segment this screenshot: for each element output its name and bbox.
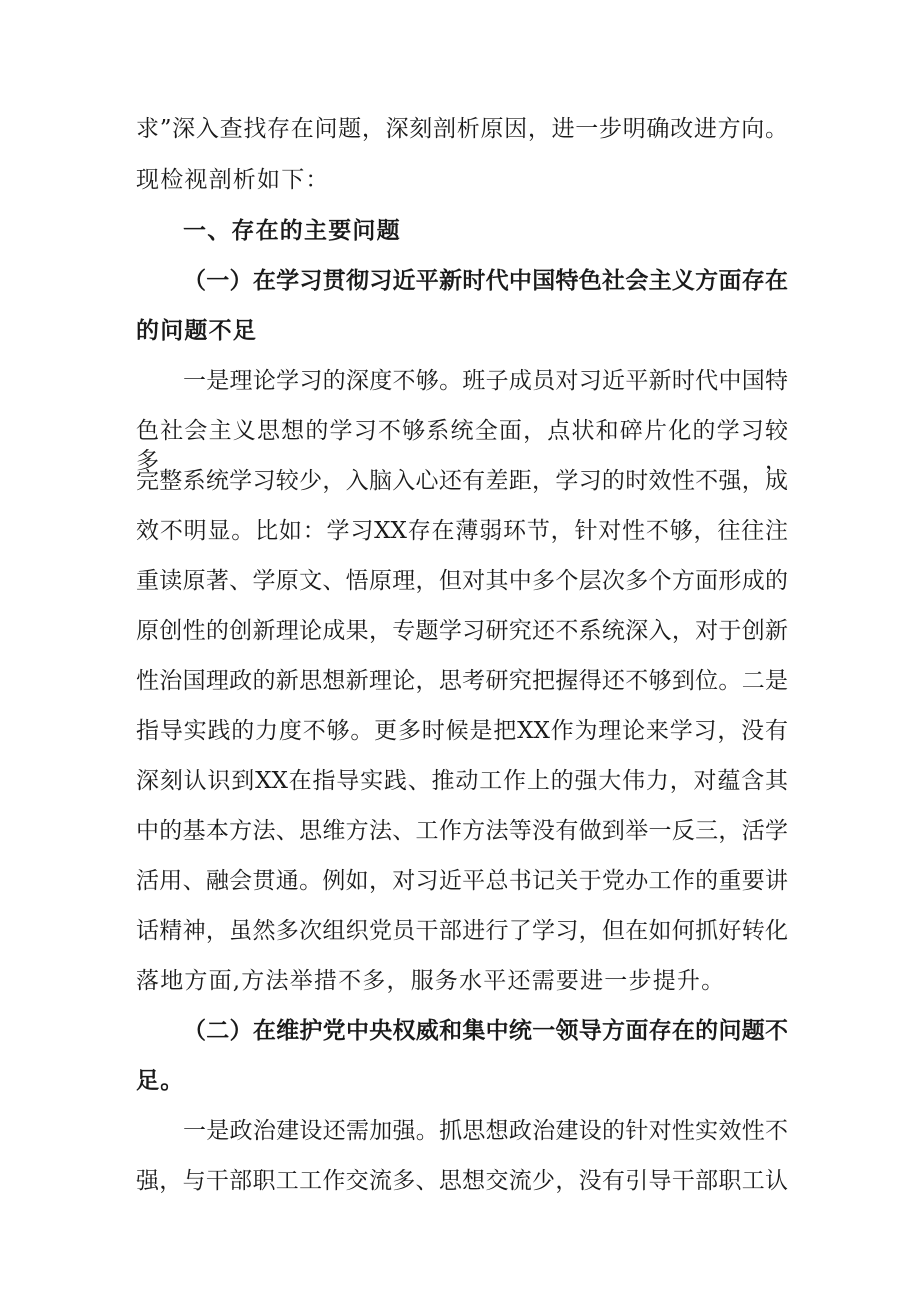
section1-para-line: 重读原著、学原文、悟原理，但对其中多个层次多个方面形成的: [136, 568, 788, 594]
section1-para-line: 活用、融会贯通。例如，对习近平总书记关于党办工作的重要讲: [136, 868, 788, 894]
section1-para-line: 话精神，虽然多次组织党员干部进行了学习，但在如何抓好转化: [136, 918, 788, 944]
section1-para-line: 原创性的创新理论成果，专题学习研究还不系统深入，对于创新: [136, 618, 788, 644]
section1-para-line: 深刻认识到XX在指导实践、推动工作上的强大伟力，对蕴含其: [136, 768, 788, 794]
section1-para-line: 完整系统学习较少，入脑入心还有差距，学习的时效性不强，成: [136, 468, 788, 494]
intro-line-1: 求”深入查找存在问题，深刻剖析原因，进一步明确改进方向。: [136, 116, 788, 142]
section1-heading-line-1: （一）在学习贯彻习近平新时代中国特色社会主义方面存在: [183, 267, 788, 294]
section1-para-line: 效不明显。比如：学习XX存在薄弱环节，针对性不够，往往注: [136, 518, 788, 544]
section1-heading-line-2: 的问题不足: [136, 317, 257, 344]
section2-para-line: 强，与干部职工工作交流多、思想交流少，没有引导干部职工认: [136, 1168, 788, 1194]
section1-para-line: 一是理论学习的深度不够。班子成员对习近平新时代中国特: [183, 368, 788, 394]
section2-heading-line-1: （二）在维护党中央权威和集中统一领导方面存在的问题不: [183, 1017, 788, 1044]
section2-para-line: 一是政治建设还需加强。抓思想政治建设的针对性实效性不: [183, 1118, 788, 1144]
section1-para-line: 中的基本方法、思维方法、工作方法等没有做到举一反三，活学: [136, 818, 788, 844]
section2-heading-line-2: 足。: [136, 1067, 185, 1094]
main-heading: 一、存在的主要问题: [183, 217, 401, 244]
section1-para-line: 落地方面,方法举措不多，服务水平还需要进一步提升。: [136, 968, 726, 994]
intro-line-2: 现检视剖析如下：: [136, 167, 330, 193]
section1-para-line: 色社会主义思想的学习不够系统全面，点状和碎片化的学习较多，: [136, 418, 788, 474]
section1-para-line: 指导实践的力度不够。更多时候是把XX作为理论来学习，没有: [136, 718, 788, 744]
section1-para-line: 性治国理政的新思想新理论，思考研究把握得还不够到位。二是: [136, 668, 788, 694]
